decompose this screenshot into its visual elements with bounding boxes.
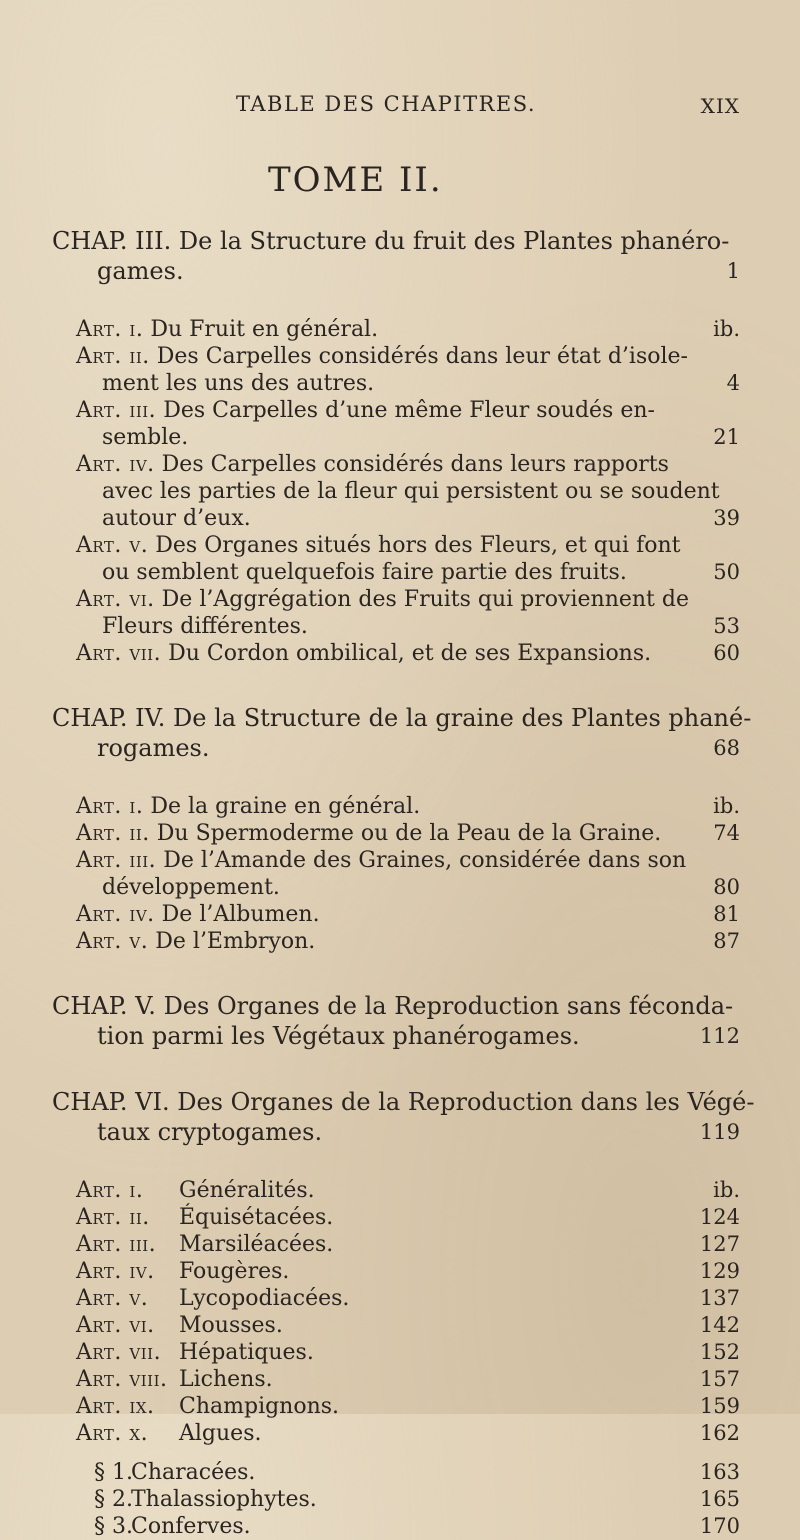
article-label: Art. iv. [76, 452, 155, 477]
article-title: semble. [102, 425, 189, 450]
article-title: Mousses. [179, 1313, 283, 1338]
article-title: De l’Albumen. [161, 902, 320, 927]
article-entry-line [52, 559, 740, 586]
article-title: Hépatiques. [179, 1340, 314, 1365]
article-entry-line [52, 1258, 740, 1285]
article-label: Art. v. [76, 929, 149, 954]
article-label: Art. vii. [76, 641, 162, 666]
article-entry-line [52, 478, 740, 505]
section-title: Conferves. [131, 1514, 251, 1539]
article-title: De la graine en général. [150, 794, 421, 819]
article-page-number: 152 [699, 1340, 740, 1364]
section-label: § 3. [94, 1514, 133, 1539]
chapter-heading-line [52, 226, 740, 256]
article-label: Art. v. [76, 1286, 149, 1311]
article-entry-line [52, 397, 740, 424]
spacer [52, 1447, 740, 1459]
chapter-heading-line [52, 1087, 755, 1117]
article-entry-line [52, 847, 740, 874]
running-title: TABLE DES CHAPITRES. [236, 92, 537, 116]
spacer [52, 667, 740, 703]
article-page-number: 21 [713, 425, 740, 449]
spacer [52, 286, 740, 316]
section-entry-line [52, 1513, 740, 1540]
article-label: Art. iv. [76, 1259, 155, 1284]
article-title: Généralités. [179, 1178, 315, 1203]
section-page-number: 163 [699, 1460, 740, 1484]
article-title: Marsiléacées. [179, 1232, 334, 1257]
section-page-number: 170 [699, 1514, 740, 1538]
article-label: Art. ix. [76, 1394, 155, 1419]
article-page-number: 80 [713, 875, 740, 899]
chapter-page-number: 112 [699, 1024, 740, 1048]
article-label: Art. x. [76, 1421, 149, 1446]
article-title: De l’Aggrégation des Fruits qui proviennent de [161, 587, 689, 612]
article-page-number: ib. [713, 1178, 740, 1202]
article-entry-line [52, 343, 740, 370]
chapter-heading-text: taux cryptogames. [97, 1118, 323, 1146]
article-title: développement. [102, 875, 280, 900]
article-label: Art. iii. [76, 848, 157, 873]
article-page-number: 127 [699, 1232, 740, 1256]
chapter-heading-text: CHAP. VI. Des Organes de la Reproduction dans les Végé- [52, 1088, 755, 1116]
article-title: avec les parties de la fleur qui persistent ou se soudent [102, 479, 720, 504]
article-page-number: 162 [699, 1421, 740, 1445]
article-title: Des Carpelles considérés dans leur état d’isole- [156, 344, 688, 369]
article-title: Équisétacées. [179, 1205, 334, 1230]
article-page-number: 74 [713, 821, 740, 845]
article-entry-line [52, 1312, 740, 1339]
article-entry-line [52, 1285, 740, 1312]
section-entry-line [52, 1459, 740, 1486]
article-title: Fleurs différentes. [102, 614, 308, 639]
chapter-heading-line [52, 1117, 740, 1147]
chapter-heading-text: CHAP. IV. De la Structure de la graine des Plantes phané- [52, 704, 752, 732]
chapter-heading-text: tion parmi les Végétaux phanérogames. [97, 1022, 580, 1050]
article-entry-line [52, 505, 740, 532]
article-title: Du Cordon ombilical, et de ses Expansions. [168, 641, 652, 666]
article-title: Du Spermoderme ou de la Peau de la Graine. [156, 821, 662, 846]
article-page-number: 142 [699, 1313, 740, 1337]
article-label: Art. vi. [76, 1313, 155, 1338]
article-page-number: 39 [713, 506, 740, 530]
article-entry-line [52, 1177, 740, 1204]
article-entry-line [52, 1231, 740, 1258]
article-title: Fougères. [179, 1259, 290, 1284]
article-page-number: 129 [699, 1259, 740, 1283]
article-entry-line [52, 1366, 740, 1393]
article-title: Des Carpelles d’une même Fleur soudés en- [163, 398, 655, 423]
chapter-heading-text: games. [97, 257, 184, 285]
article-page-number: 137 [699, 1286, 740, 1310]
article-page-number: ib. [713, 317, 740, 341]
chapter-page-number: 68 [713, 736, 740, 760]
article-entry-line [52, 532, 740, 559]
page-number: XIX [700, 94, 740, 118]
article-page-number: 4 [726, 371, 740, 395]
article-entry-line [52, 316, 740, 343]
spacer [52, 1147, 740, 1177]
article-title: ou semblent quelquefois faire partie des fruits. [102, 560, 627, 585]
article-entry-line [52, 451, 740, 478]
chapter-heading-line [52, 1021, 740, 1051]
article-title: ment les uns des autres. [102, 371, 375, 396]
article-entry-line [52, 1420, 740, 1447]
chapter-heading-line [52, 703, 752, 733]
chapter-heading-line [52, 733, 740, 763]
article-entry-line [52, 424, 740, 451]
article-entry-line [52, 613, 740, 640]
spacer [52, 1051, 740, 1087]
article-title: De l’Amande des Graines, considérée dans son [163, 848, 687, 873]
section-label: § 1. [94, 1460, 133, 1485]
spacer [52, 955, 740, 991]
article-title: Des Carpelles considérés dans leurs rapports [161, 452, 669, 477]
article-label: Art. vi. [76, 587, 155, 612]
article-title: Algues. [179, 1421, 262, 1446]
article-label: Art. iv. [76, 902, 155, 927]
article-page-number: 81 [713, 902, 740, 926]
article-entry-line [52, 640, 740, 667]
article-page-number: 159 [699, 1394, 740, 1418]
chapter-heading-line [52, 256, 740, 286]
article-entry-line [52, 586, 740, 613]
article-label: Art. v. [76, 533, 149, 558]
article-entry-line [52, 1393, 740, 1420]
table-of-contents [52, 226, 755, 1540]
article-label: Art. ii. [76, 821, 150, 846]
article-label: Art. i. [76, 317, 144, 342]
article-page-number: ib. [713, 794, 740, 818]
section-label: § 2. [94, 1487, 133, 1512]
article-label: Art. iii. [76, 1232, 157, 1257]
article-entry-line [52, 874, 740, 901]
article-page-number: 157 [699, 1367, 740, 1391]
article-title: Des Organes situés hors des Fleurs, et qui font [155, 533, 681, 558]
article-page-number: 53 [713, 614, 740, 638]
article-page-number: 124 [699, 1205, 740, 1229]
tome-title: TOME II. [268, 160, 443, 200]
article-title: Lichens. [179, 1367, 273, 1392]
section-page-number: 165 [699, 1487, 740, 1511]
article-label: Art. ii. [76, 344, 150, 369]
chapter-heading-text: rogames. [97, 734, 210, 762]
article-entry-line [52, 1204, 740, 1231]
article-entry-line [52, 820, 740, 847]
article-entry-line [52, 1339, 740, 1366]
chapter-heading-text: CHAP. V. Des Organes de la Reproduction sans féconda- [52, 992, 734, 1020]
article-entry-line [52, 370, 740, 397]
section-entry-line [52, 1486, 740, 1513]
article-title: Lycopodiacées. [179, 1286, 350, 1311]
article-page-number: 87 [713, 929, 740, 953]
chapter-heading-text: CHAP. III. De la Structure du fruit des Plantes phanéro- [52, 227, 730, 255]
article-page-number: 60 [713, 641, 740, 665]
article-label: Art. ii. [76, 1205, 150, 1230]
article-label: Art. vii. [76, 1340, 162, 1365]
chapter-heading-line [52, 991, 740, 1021]
chapter-page-number: 1 [726, 259, 740, 283]
section-title: Characées. [131, 1460, 256, 1485]
article-label: Art. iii. [76, 398, 157, 423]
article-label: Art. viii. [76, 1367, 168, 1392]
article-label: Art. i. [76, 794, 144, 819]
article-entry-line [52, 901, 740, 928]
article-title: De l’Embryon. [155, 929, 316, 954]
article-label: Art. i. [76, 1178, 144, 1203]
chapter-page-number: 119 [699, 1120, 740, 1144]
article-page-number: 50 [713, 560, 740, 584]
article-title: Champignons. [179, 1394, 340, 1419]
article-entry-line [52, 928, 740, 955]
article-title: autour d’eux. [102, 506, 251, 531]
article-entry-line [52, 793, 740, 820]
article-title: Du Fruit en général. [150, 317, 379, 342]
section-title: Thalassiophytes. [131, 1487, 317, 1512]
spacer [52, 763, 740, 793]
